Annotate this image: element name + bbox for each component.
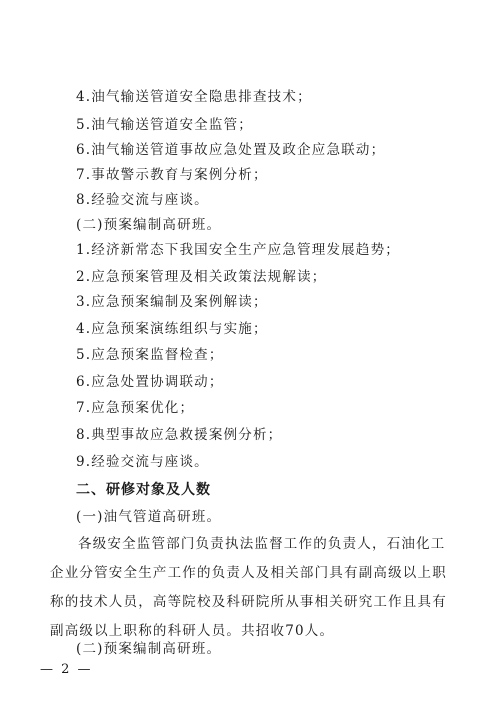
list-item: 9.经验交流与座谈。 — [76, 454, 209, 470]
list-item: 3.应急预案编制及案例解读； — [76, 294, 268, 310]
sub-heading: (二)预案编制高研班。 — [76, 641, 222, 657]
sub-heading: (一)油气管道高研班。 — [76, 509, 222, 525]
sub-heading: (二)预案编制高研班。 — [76, 217, 222, 233]
list-item: 8.经验交流与座谈。 — [76, 192, 209, 208]
list-item: 8.典型事故应急救援案例分析； — [76, 427, 283, 443]
list-item: 5.应急预案监督检查； — [76, 347, 224, 363]
list-item: 6.应急处置协调联动； — [76, 374, 224, 390]
list-item: 6.油气输送管道事故应急处置及政企应急联动； — [76, 142, 386, 158]
list-item: 2.应急预案管理及相关政策法规解读； — [76, 269, 327, 285]
section-heading: 二、研修对象及人数 — [76, 482, 211, 498]
list-item: 7.事故警示教育与案例分析； — [76, 167, 268, 183]
list-item: 4.应急预案演练组织与实施； — [76, 321, 268, 337]
body-paragraph: 各级安全监管部门负责执法监督工作的负责人，石油化工企业分管安全生产工作的负责人及相关部门具有副高级以上职称的技术人员，高等院校及科研院所从事相关研究工作且具有副高级以上职称的科研人员。共招收70人。 — [50, 536, 447, 639]
page-number: — 2 — — [40, 662, 93, 677]
list-item: 1.经济新常态下我国安全生产应急管理发展趋势； — [76, 242, 400, 258]
list-item: 7.应急预案优化； — [76, 400, 195, 416]
list-item: 5.油气输送管道安全监管； — [76, 117, 253, 133]
list-item: 4.油气输送管道安全隐患排查技术； — [76, 89, 312, 105]
